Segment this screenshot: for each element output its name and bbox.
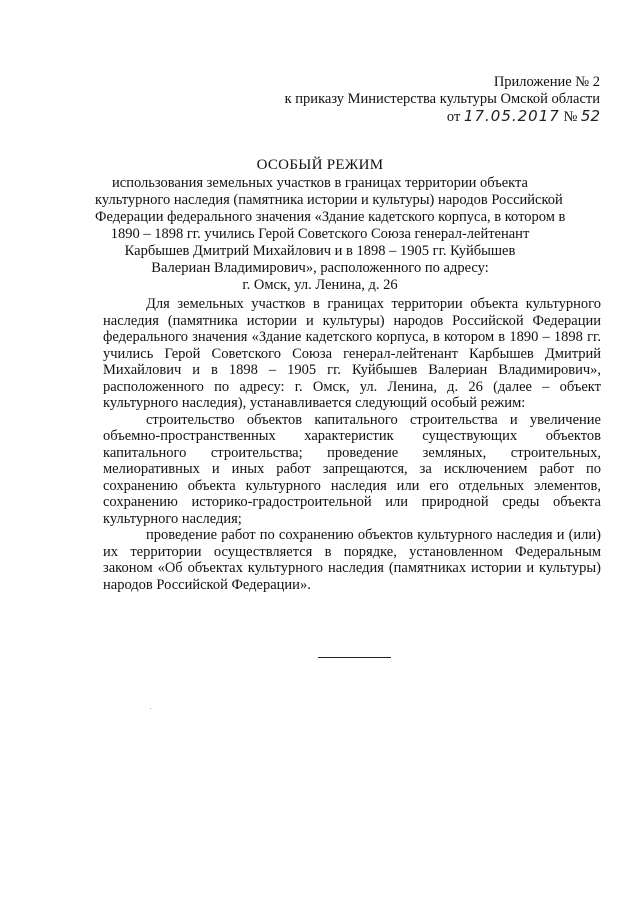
title-line: Федерации федерального значения «Здание кадетского корпуса, в котором в [95, 209, 566, 225]
document-heading: ОСОБЫЙ РЕЖИМ [256, 157, 384, 173]
appendix-date-line [140, 108, 600, 126]
handwritten-date: 17.05.2017 [463, 107, 560, 125]
handwritten-number: 52 [580, 107, 600, 125]
appendix-block [140, 74, 600, 126]
number-prefix: № [563, 109, 578, 125]
title-line: Карбышев Дмитрий Михайлович и в 1898 – 1905 гг. Куйбышев [124, 243, 516, 259]
appendix-title: Приложение № 2 [493, 74, 600, 90]
end-separator-line [318, 657, 391, 658]
body-paragraph-construction: строительство объектов капитального строительства и увеличение объемно-пространственных характеристик существующих объектов капитального строительства; проведение земляных, строительных, мелиоративных и иных работ запрещаются, за исключением работ по сохранению объекта культурного наследия или его отдельных элементов, сохранению историко-градостроительной или природной среды объекта культурного наследия; [103, 411, 601, 527]
scan-speck [150, 708, 151, 709]
title-line: культурного наследия (памятника истории и культуры) народов Российской [95, 192, 563, 208]
body-paragraph-preservation: проведение работ по сохранению объектов культурного наследия и (или) их территории осуществляется в порядке, установленном Федеральным законом «Об объектах культурного наследия (памятниках истории и культуры) народов Российской Федерации». [103, 527, 601, 593]
appendix-order-reference: к приказу Министерства культуры Омской области [284, 91, 600, 107]
title-line: Валериан Владимирович», расположенного по адресу: [151, 260, 489, 276]
date-prefix: от [446, 109, 461, 125]
body-paragraph-intro: Для земельных участков в границах территории объекта культурного наследия (памятника истории и культуры) народов Российской Федерации федерального значения «Здание кадетского корпуса, в котором в 1890 – 1898 гг. учились Герой Советского Союза генерал-лейтенант Карбышев Дмитрий Михайлович и в 1898 – 1905 гг. Куйбышев Валериан Владимирович», расположенного по адресу: г. Омск, ул. Ленина, д. 26 (далее – объект культурного наследия), устанавливается следующий особый режим: [103, 296, 601, 411]
document-body [103, 296, 601, 593]
title-line: г. Омск, ул. Ленина, д. 26 [242, 277, 398, 293]
title-line: 1890 – 1898 гг. учились Герой Советского Союза генерал-лейтенант [110, 226, 530, 242]
title-line: использования земельных участков в границах территории объекта [112, 175, 528, 191]
document-title-block [95, 157, 566, 294]
